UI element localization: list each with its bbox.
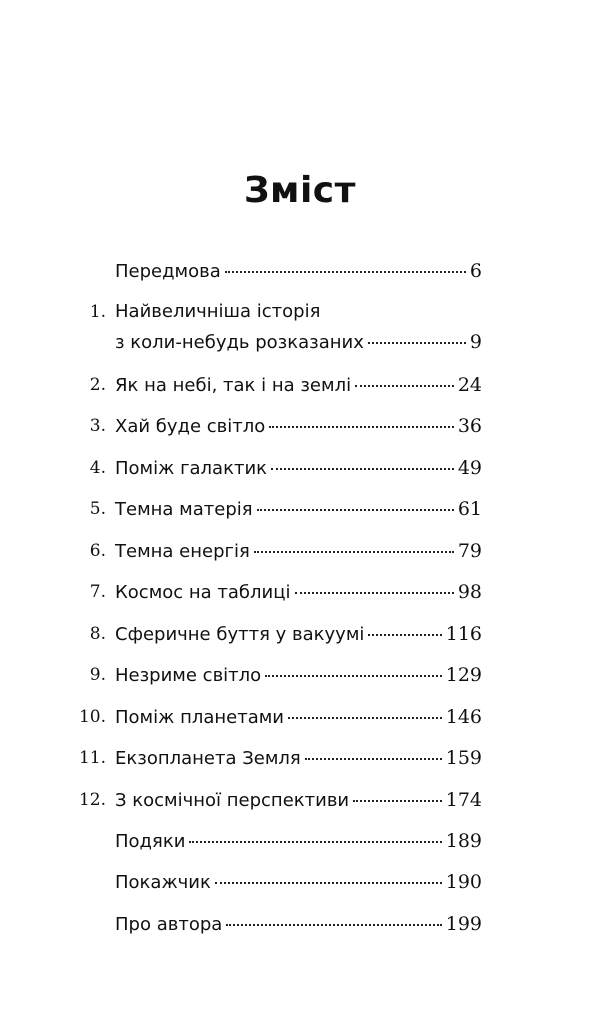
dot-leader xyxy=(265,675,442,677)
toc-entry-page: 61 xyxy=(457,498,482,520)
toc-entry-title: Про автора xyxy=(115,914,223,935)
dot-leader xyxy=(271,468,454,470)
toc-entry-number: 7. xyxy=(89,582,106,602)
dot-leader xyxy=(269,426,454,428)
toc-entry-page: 36 xyxy=(457,415,482,437)
toc-entry-about-author[interactable] xyxy=(0,909,600,939)
toc-entry-chapter-5[interactable] xyxy=(0,494,600,524)
toc-entry-chapter-9[interactable] xyxy=(0,660,600,690)
toc-entry-page: 159 xyxy=(445,747,482,769)
toc-entry-number: 10. xyxy=(78,707,106,727)
toc-entry-title: Поміж галактик xyxy=(115,458,268,479)
toc-entry-number: 3. xyxy=(89,416,106,436)
dot-leader xyxy=(295,592,454,594)
toc-entry-title: З космічної перспективи xyxy=(115,790,350,811)
toc-entry-chapter-12[interactable] xyxy=(0,785,600,815)
dot-leader xyxy=(368,342,466,344)
toc-entry-number: 12. xyxy=(78,790,106,810)
dot-leader xyxy=(288,717,442,719)
toc-entry-chapter-11[interactable] xyxy=(0,743,600,773)
toc-entry-title: Сферичне буття у вакуумі xyxy=(115,624,365,645)
toc-entry-title: Передмова xyxy=(115,261,221,282)
dot-leader xyxy=(254,551,454,553)
toc-entry-title: Темна енергія xyxy=(115,541,250,562)
toc-entry-title: з коли-небудь розказаних xyxy=(115,332,364,353)
toc-entry-chapter-1-line-1[interactable] xyxy=(0,297,600,327)
toc-entry-index[interactable] xyxy=(0,867,600,897)
toc-entry-number: 8. xyxy=(89,624,106,644)
toc-entry-number: 4. xyxy=(89,458,106,478)
toc-entry-title: Як на небі, так і на землі xyxy=(115,375,352,396)
toc-entry-title: Хай буде світло xyxy=(115,416,266,437)
toc-entry-number: 9. xyxy=(89,665,106,685)
toc-entry-page: 98 xyxy=(457,581,482,603)
toc-entry-page: 24 xyxy=(457,374,482,396)
toc-entry-number: 2. xyxy=(89,375,106,395)
toc-entry-page: 9 xyxy=(469,331,482,353)
dot-leader xyxy=(305,758,442,760)
toc-entry-title: Покажчик xyxy=(115,872,211,893)
toc-entry-chapter-10[interactable] xyxy=(0,702,600,732)
toc-entry-page: 49 xyxy=(457,457,482,479)
toc-entry-number: 6. xyxy=(89,541,106,561)
toc-entry-page: 129 xyxy=(445,664,482,686)
dot-leader xyxy=(226,924,441,926)
toc-entry-title: Темна матерія xyxy=(115,499,253,520)
dot-leader xyxy=(355,385,454,387)
toc-entry-chapter-4[interactable] xyxy=(0,453,600,483)
toc-entry-chapter-3[interactable] xyxy=(0,411,600,441)
toc-entry-preface[interactable] xyxy=(0,256,600,286)
toc-entry-chapter-1[interactable] xyxy=(0,327,600,357)
toc-entry-title: Подяки xyxy=(115,831,186,852)
toc-entry-page: 189 xyxy=(445,830,482,852)
toc-entry-page: 116 xyxy=(445,623,482,645)
toc-entry-chapter-8[interactable] xyxy=(0,619,600,649)
toc-entry-number: 1. xyxy=(89,302,106,322)
toc-entry-chapter-7[interactable] xyxy=(0,577,600,607)
dot-leader xyxy=(353,800,442,802)
toc-entry-page: 79 xyxy=(457,540,482,562)
toc-entry-page: 190 xyxy=(445,871,482,893)
toc-entry-chapter-6[interactable] xyxy=(0,536,600,566)
toc-entry-title-line-1: Найвеличніша історія xyxy=(115,301,321,322)
dot-leader xyxy=(257,509,454,511)
dot-leader xyxy=(368,634,441,636)
page-title: Зміст xyxy=(243,170,357,211)
toc-entry-title: Космос на таблиці xyxy=(115,582,291,603)
toc-entry-title: Незриме світло xyxy=(115,665,262,686)
dot-leader xyxy=(215,882,442,884)
toc-entry-number: 5. xyxy=(89,499,106,519)
toc-entry-title: Екзопланета Земля xyxy=(115,748,301,769)
toc-entry-chapter-2[interactable] xyxy=(0,370,600,400)
toc-entry-page: 199 xyxy=(445,913,482,935)
toc-entry-title: Поміж планетами xyxy=(115,707,285,728)
toc-entry-number: 11. xyxy=(78,748,106,768)
toc-entry-page: 6 xyxy=(469,260,482,282)
dot-leader xyxy=(189,841,441,843)
toc-entry-acknowledgements[interactable] xyxy=(0,826,600,856)
toc-entry-page: 174 xyxy=(445,789,482,811)
toc-entry-page: 146 xyxy=(445,706,482,728)
dot-leader xyxy=(225,271,466,273)
